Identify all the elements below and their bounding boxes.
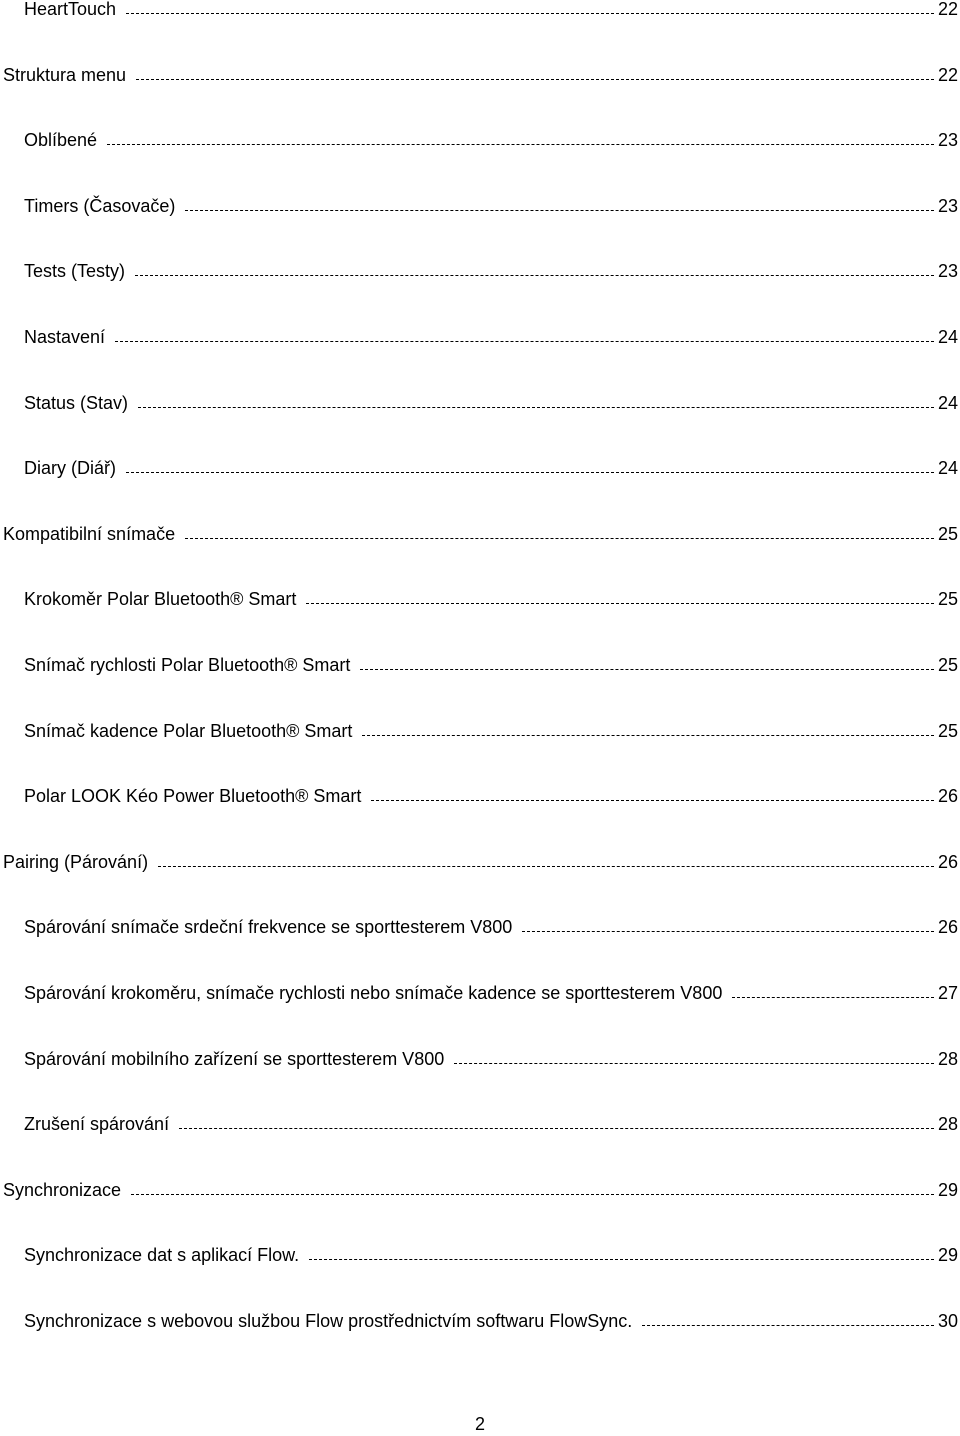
toc-entry-title: Snímač rychlosti Polar Bluetooth® Smart [24, 653, 356, 677]
toc-entry-page: 25 [937, 655, 958, 675]
toc-dot-leader [185, 538, 934, 539]
toc-entry[interactable] [0, 653, 960, 677]
toc-entry-title: Struktura menu [3, 63, 132, 87]
toc-entry-title: Zrušení spárování [24, 1112, 175, 1136]
toc-dot-leader [454, 1063, 934, 1064]
toc-entry[interactable] [0, 128, 960, 152]
toc-entry-title: Krokoměr Polar Bluetooth® Smart [24, 587, 302, 611]
toc-entry-title: Synchronizace s webovou službou Flow prostřednictvím softwaru FlowSync. [24, 1309, 638, 1333]
toc-dot-leader [115, 341, 934, 342]
toc-entry-page: 29 [937, 1179, 958, 1200]
toc-dot-leader [360, 669, 934, 670]
toc-entry[interactable] [0, 522, 960, 546]
toc-entry-page: 25 [937, 523, 958, 544]
toc-entry-title: Pairing (Párování) [3, 850, 154, 874]
toc-entry[interactable] [0, 1112, 960, 1136]
toc-entry-page: 30 [937, 1311, 958, 1331]
toc-dot-leader [371, 800, 934, 801]
toc-entry-page: 26 [937, 917, 958, 938]
toc-entry-title: Oblíbené [24, 128, 103, 152]
toc-entry-page: 29 [937, 1245, 958, 1266]
toc-entry[interactable] [0, 0, 960, 21]
toc-entry[interactable] [0, 1047, 960, 1071]
toc-dot-leader [362, 735, 934, 736]
toc-entry-title: Spárování snímače srdeční frekvence se sporttesterem V800 [24, 915, 518, 939]
toc-dot-leader [135, 275, 934, 276]
toc-entry-title: Kompatibilní snímače [3, 522, 181, 546]
toc-entry-page: 26 [937, 851, 958, 872]
toc-entry-title: Spárování krokoměru, snímače rychlosti nebo snímače kadence se sporttesterem V800 [24, 981, 728, 1005]
toc-entry-title: Spárování mobilního zařízení se sporttesterem V800 [24, 1047, 450, 1071]
toc-entry-title: Timers (Časovače) [24, 194, 181, 218]
toc-entry-page: 28 [937, 1048, 958, 1069]
toc-entry-title: HeartTouch [24, 0, 122, 21]
toc-entry-page: 25 [937, 589, 958, 610]
toc-dot-leader [131, 1194, 934, 1195]
toc-entry-title: Diary (Diář) [24, 456, 122, 480]
toc-entry-page: 24 [937, 327, 958, 347]
toc-dot-leader [185, 210, 934, 211]
toc-dot-leader [179, 1128, 934, 1129]
toc-entry[interactable] [0, 915, 960, 939]
toc-dot-leader [306, 603, 934, 604]
toc-entry-title: Snímač kadence Polar Bluetooth® Smart [24, 719, 358, 743]
toc-dot-leader [126, 472, 934, 473]
toc-dot-leader [522, 931, 934, 932]
toc-entry-page: 28 [937, 1114, 958, 1135]
toc-dot-leader [136, 79, 934, 80]
toc-entry-page: 23 [937, 261, 958, 282]
toc-entry[interactable] [0, 194, 960, 218]
toc-entry-page: 22 [936, 0, 958, 21]
toc-entry[interactable] [0, 1309, 960, 1333]
toc-dot-leader [138, 407, 934, 408]
toc-entry-title: Synchronizace dat s aplikací Flow. [24, 1243, 305, 1267]
toc-entry[interactable] [0, 456, 960, 480]
toc-entry[interactable] [0, 719, 960, 743]
toc-dot-leader [732, 997, 934, 998]
toc-entry[interactable] [0, 325, 960, 349]
toc-entry[interactable] [0, 981, 960, 1005]
toc-entry[interactable] [0, 1243, 960, 1267]
toc-entry-page: 24 [937, 392, 958, 413]
toc-dot-leader [107, 144, 934, 145]
toc-entry[interactable] [0, 391, 960, 415]
toc-entry-page: 22 [937, 64, 958, 85]
toc-entry-page: 24 [937, 458, 958, 479]
toc-entry-page: 27 [937, 983, 958, 1003]
toc-entry[interactable] [0, 1178, 960, 1202]
toc-entry[interactable] [0, 784, 960, 808]
toc-entry-page: 26 [937, 786, 958, 807]
toc-entry-page: 23 [937, 195, 958, 216]
toc-entry-page: 25 [937, 720, 958, 741]
toc-entry-title: Status (Stav) [24, 391, 134, 415]
toc-entry-page: 23 [937, 130, 958, 151]
toc-entry[interactable] [0, 587, 960, 611]
page-number: 2 [474, 1414, 485, 1434]
toc-entry-title: Polar LOOK Kéo Power Bluetooth® Smart [24, 784, 367, 808]
toc-entry[interactable] [0, 850, 960, 874]
toc-dot-leader [158, 866, 934, 867]
toc-dot-leader [642, 1325, 934, 1326]
toc-entry-title: Nastavení [24, 325, 111, 349]
toc-dot-leader [126, 13, 934, 14]
toc-entry-title: Tests (Testy) [24, 259, 131, 283]
toc-dot-leader [309, 1259, 934, 1260]
toc-entry[interactable] [0, 63, 960, 87]
toc-entry-title: Synchronizace [3, 1178, 127, 1202]
toc-entry[interactable] [0, 259, 960, 283]
